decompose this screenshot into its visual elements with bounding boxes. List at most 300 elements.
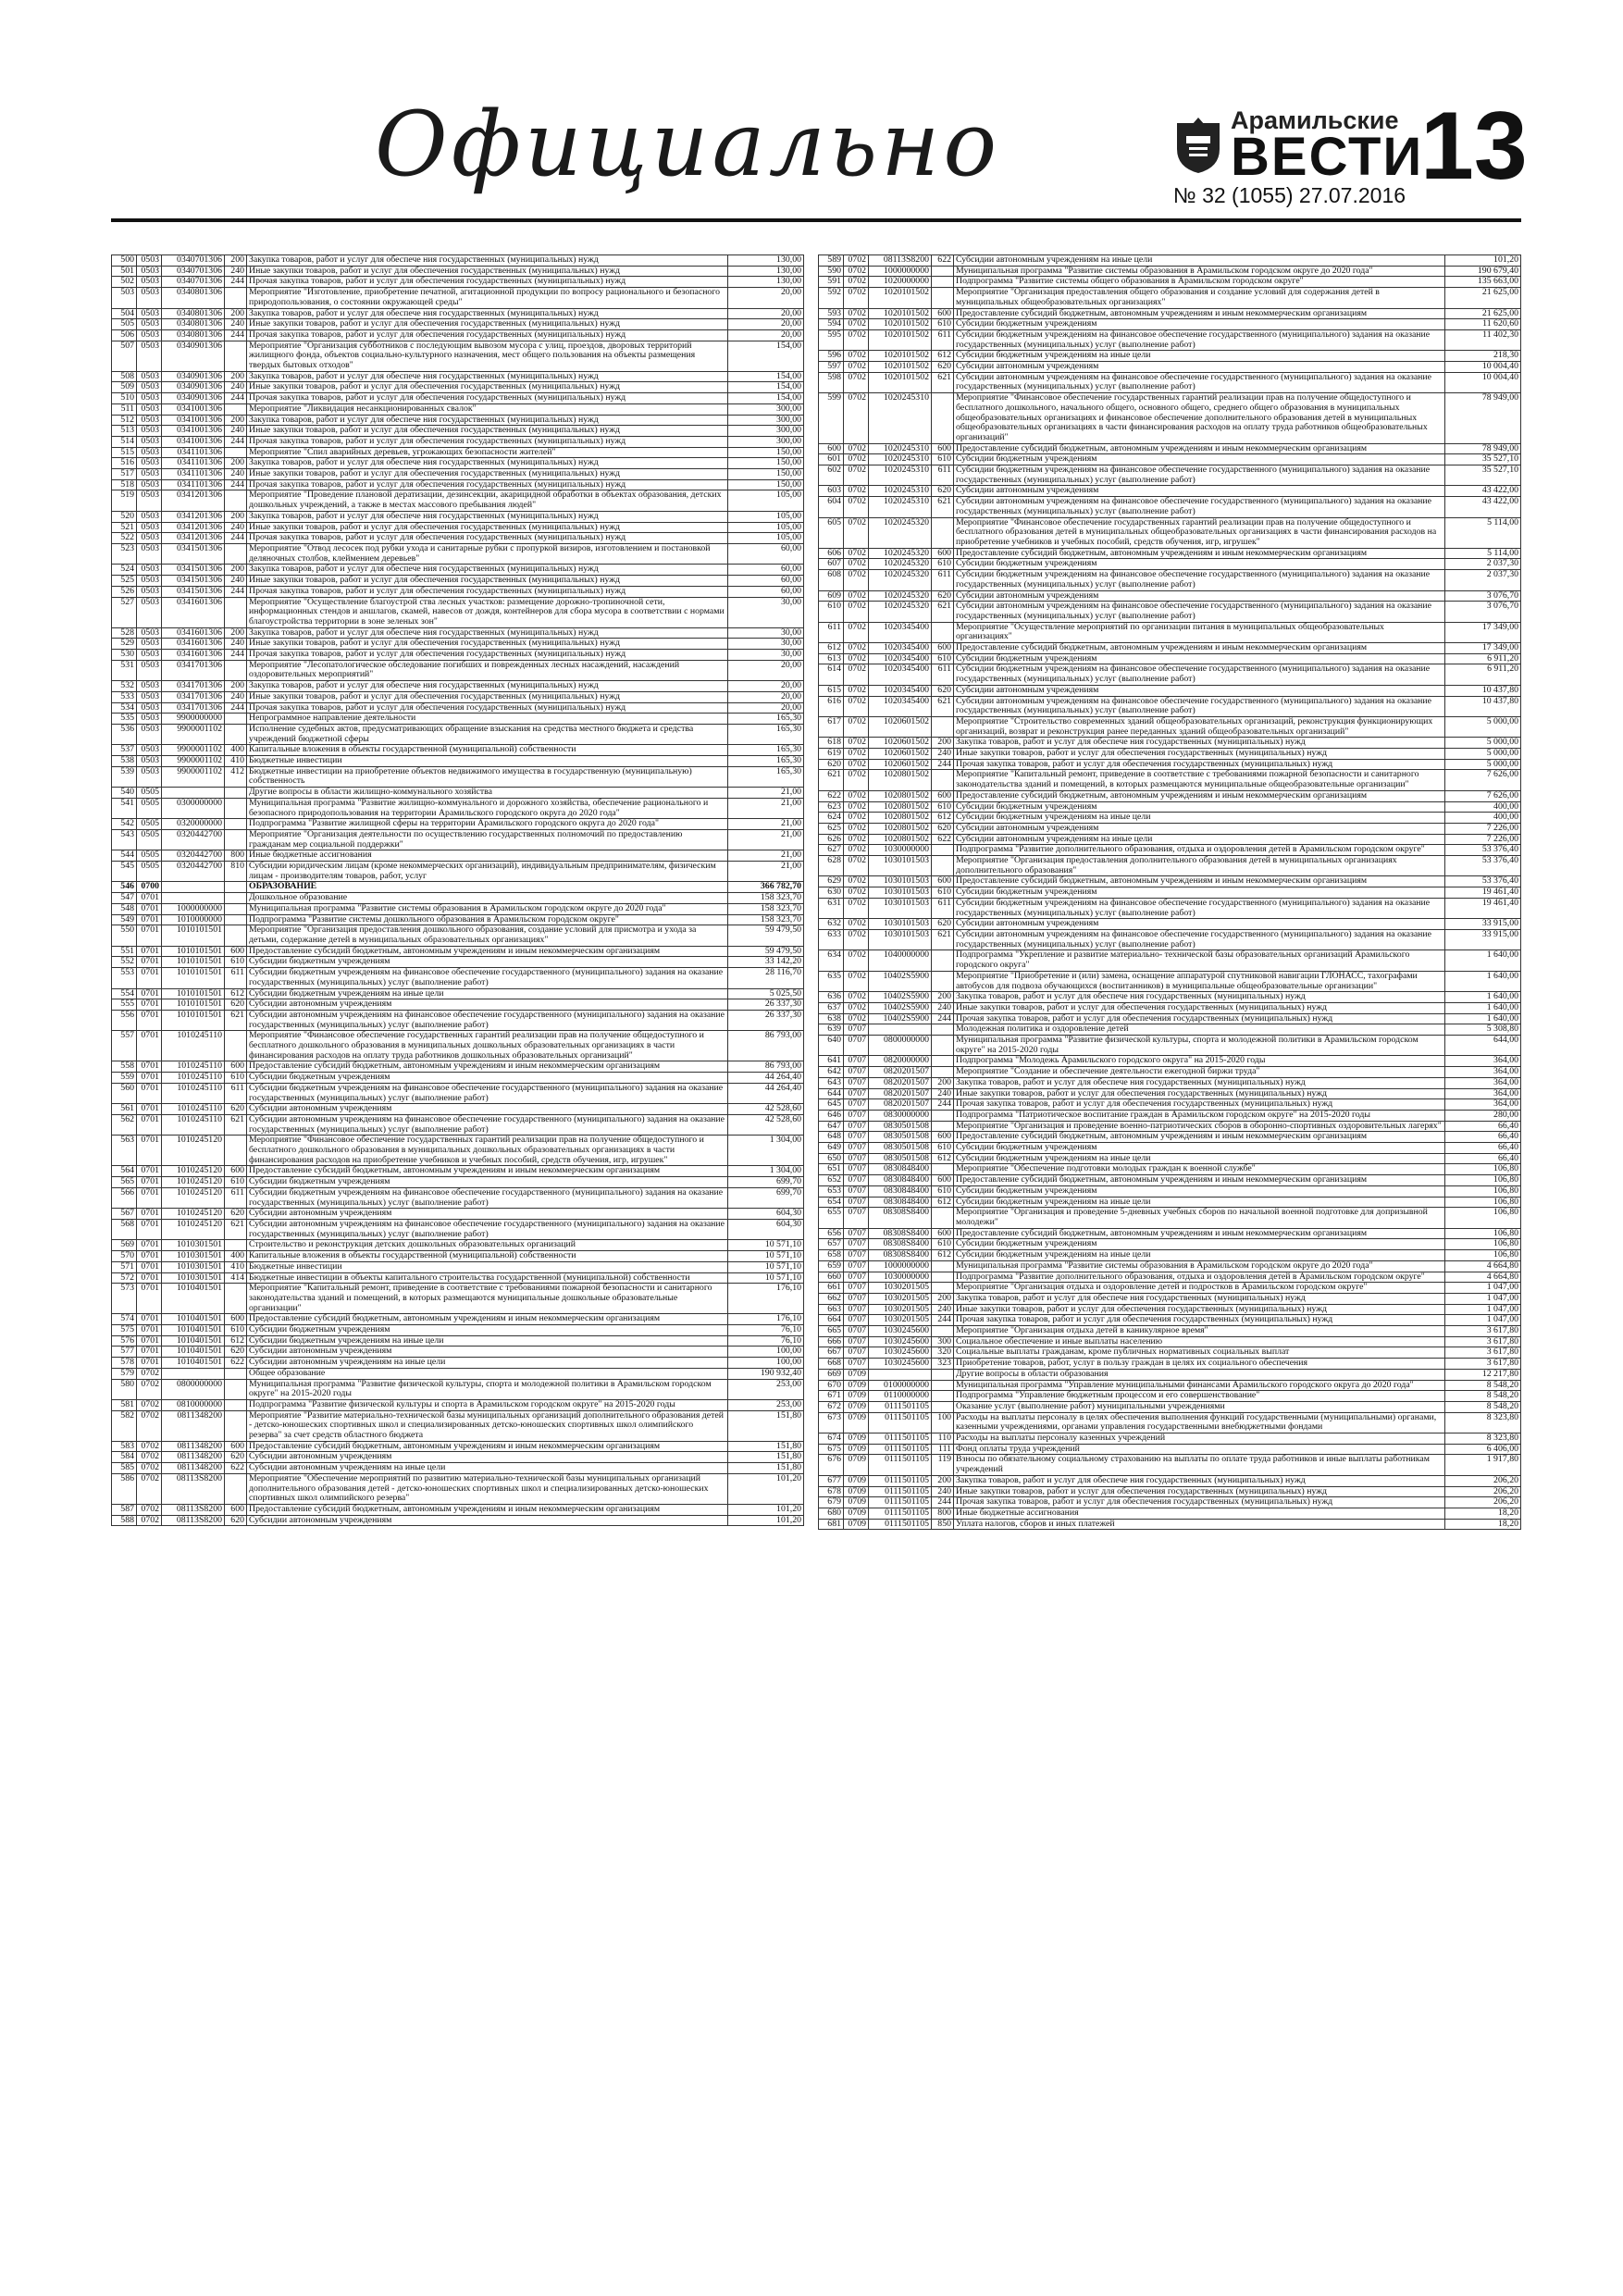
expense-type-code: 244 bbox=[932, 1315, 954, 1326]
target-article-code: 08308S8400 bbox=[869, 1239, 932, 1250]
expense-type-code bbox=[932, 1380, 954, 1391]
row-number: 513 bbox=[112, 426, 137, 437]
expense-type-code bbox=[225, 1473, 247, 1504]
section-code: 0702 bbox=[844, 759, 869, 770]
row-number: 608 bbox=[819, 570, 844, 590]
row-name: Муниципальная программа "Развитие жилищно-коммунального и дорожного хозяйства, обеспечение рационального и безопасного природопользования на территории Арамильского городского округа до 2020 года" bbox=[247, 798, 728, 818]
row-number: 559 bbox=[112, 1073, 137, 1084]
row-amount: 44 264,40 bbox=[728, 1073, 804, 1084]
table-row bbox=[819, 1391, 1521, 1402]
target-article-code: 1030101503 bbox=[869, 876, 932, 887]
row-number: 614 bbox=[819, 664, 844, 685]
row-amount: 366 782,70 bbox=[728, 882, 804, 893]
expense-type-code: 610 bbox=[932, 319, 954, 330]
row-name: Взносы по обязательному социальному страхованию на выплаты по оплате труда работников и иные выплаты работникам учреждений bbox=[954, 1455, 1445, 1475]
expense-type-code bbox=[225, 829, 247, 850]
row-number: 673 bbox=[819, 1412, 844, 1433]
row-name: Мероприятие "Организация субботников с последующим вывозом мусора с улиц, проездов, дворовых территорий жилищного фонда, объектов социально-культурного назначения, мест общего пользования на объекты размещения твердых бытовых отходов" bbox=[247, 341, 728, 371]
table-row bbox=[819, 1412, 1521, 1433]
row-amount: 60,00 bbox=[728, 543, 804, 564]
row-name: Прочая закупка товаров, работ и услуг для обеспечения государственных (муниципальных) нужд bbox=[247, 586, 728, 597]
page-number: 13 bbox=[1420, 93, 1528, 200]
section-code: 0702 bbox=[844, 696, 869, 716]
table-row bbox=[819, 308, 1521, 319]
target-article-code: 1030101503 bbox=[869, 887, 932, 899]
table-row bbox=[819, 559, 1521, 570]
row-name: Субсидии бюджетным учреждениям на финансовое обеспечение государственного (муниципального) задания на оказание государственных (муниципальных) услуг (выполнение работ) bbox=[247, 1187, 728, 1208]
section-code: 0702 bbox=[844, 465, 869, 486]
row-name: Мероприятие "Приобретение и (или) замена, оснащение аппаратурой спутниковой навигации ГЛОНАСС, тахографами автобусов для подвоза обучающихся (воспитанников) в муниципальные общеобразовательные организации" bbox=[954, 971, 1445, 991]
row-name: Мероприятие "Осуществление благоустрой ства лесных участков: размещение дорожно-тропиночной сети, информационных стендов и аншлагов, скамей, навесов от дождя, контейнеров для сбора мусора в соответствии с нормами благоустройства территории в зоне зеленых зон" bbox=[247, 597, 728, 627]
row-amount: 1 047,00 bbox=[1445, 1304, 1521, 1315]
row-name: Закупка товаров, работ и услуг для обеспече ния государственных (муниципальных) нужд bbox=[247, 511, 728, 522]
expense-type-code bbox=[932, 288, 954, 308]
expense-type-code: 200 bbox=[932, 1077, 954, 1088]
table-row bbox=[819, 1304, 1521, 1315]
table-row bbox=[112, 1504, 804, 1515]
section-code: 0701 bbox=[137, 988, 162, 999]
table-row bbox=[112, 1114, 804, 1135]
table-row bbox=[819, 1067, 1521, 1078]
table-row bbox=[819, 738, 1521, 749]
expense-type-code: 622 bbox=[225, 1358, 247, 1369]
row-name: Субсидии бюджетным учреждениям на иные цели bbox=[247, 988, 728, 999]
row-name: Субсидии автономным учреждениям bbox=[954, 919, 1445, 930]
row-number: 511 bbox=[112, 403, 137, 415]
row-number: 544 bbox=[112, 850, 137, 862]
row-name: Мероприятие "Проведение плановой дератизации, дезинсекции, акарицидной обработки в объектах образования, детских дошкольных учреждений, а также в местах массового пребывания людей" bbox=[247, 490, 728, 511]
row-name: Подпрограмма "Управление бюджетным процессом и его совершенствование" bbox=[954, 1391, 1445, 1402]
row-amount: 43 422,00 bbox=[1445, 497, 1521, 517]
target-article-code: 9900000000 bbox=[162, 714, 225, 725]
row-amount: 3 617,80 bbox=[1445, 1326, 1521, 1337]
expense-type-code: 200 bbox=[225, 458, 247, 469]
table-row bbox=[819, 1486, 1521, 1497]
table-row bbox=[112, 458, 804, 469]
expense-type-code: 240 bbox=[225, 639, 247, 650]
row-name: Субсидии автономным учреждениям bbox=[954, 590, 1445, 602]
expense-type-code: 620 bbox=[225, 1347, 247, 1358]
row-name: Субсидии бюджетным учреждениям bbox=[954, 887, 1445, 899]
section-code: 0702 bbox=[844, 622, 869, 642]
row-number: 575 bbox=[112, 1325, 137, 1336]
section-code: 0701 bbox=[137, 1136, 162, 1166]
row-name: Мероприятие "Изготовление, приобретение печатной, агитационной продукции по вопросу рационального и безопасного природопользования, о состоянии окружающей среды" bbox=[247, 288, 728, 308]
expense-type-code: 200 bbox=[225, 371, 247, 382]
table-row bbox=[819, 898, 1521, 918]
section-code: 0702 bbox=[137, 1452, 162, 1463]
target-article-code: 1020101502 bbox=[869, 319, 932, 330]
target-article-code: 1020345400 bbox=[869, 664, 932, 685]
row-number: 624 bbox=[819, 813, 844, 824]
section-code: 0702 bbox=[137, 1504, 162, 1515]
row-amount: 165,30 bbox=[728, 714, 804, 725]
expense-type-code bbox=[225, 447, 247, 458]
section-code: 0503 bbox=[137, 724, 162, 744]
section-code: 0701 bbox=[137, 1073, 162, 1084]
expense-type-code bbox=[932, 1121, 954, 1132]
target-article-code: 0340901306 bbox=[162, 382, 225, 393]
row-amount: 176,10 bbox=[728, 1314, 804, 1325]
section-code: 0701 bbox=[137, 1104, 162, 1115]
row-name: Предоставление субсидий бюджетным, автономным учреждениям и иным некоммерческим организациям bbox=[954, 643, 1445, 654]
row-number: 598 bbox=[819, 372, 844, 392]
row-amount: 20,00 bbox=[728, 319, 804, 330]
expense-type-code: 800 bbox=[932, 1508, 954, 1519]
target-article-code: 1010245110 bbox=[162, 1073, 225, 1084]
expense-type-code: 200 bbox=[225, 308, 247, 319]
row-name: Предоставление субсидий бюджетным, автономным учреждениям и иным некоммерческим организациям bbox=[954, 876, 1445, 887]
section-code: 0505 bbox=[137, 862, 162, 882]
row-number: 606 bbox=[819, 548, 844, 559]
row-name: Иные закупки товаров, работ и услуг для обеспечения государственных (муниципальных) нужд bbox=[247, 319, 728, 330]
section-code: 0701 bbox=[137, 1166, 162, 1177]
row-name: Дошкольное образование bbox=[247, 893, 728, 904]
table-row bbox=[819, 622, 1521, 642]
section-code: 0707 bbox=[844, 1175, 869, 1186]
target-article-code: 0820201507 bbox=[869, 1099, 932, 1111]
row-name: Мероприятие "Капитальный ремонт, приведение в соответствие с требованиями пожарной безопасности и санитарного законодательства зданий и помещений, в которых размещаются муниципальные общеобразовательные организации" bbox=[954, 770, 1445, 790]
row-name: Уплата налогов, сборов и иных платежей bbox=[954, 1519, 1445, 1530]
row-amount: 20,00 bbox=[728, 702, 804, 714]
row-number: 657 bbox=[819, 1239, 844, 1250]
section-code: 0702 bbox=[844, 971, 869, 991]
expense-type-code: 621 bbox=[932, 930, 954, 950]
row-name: Предоставление субсидий бюджетным, автономным учреждениям и иным некоммерческим организациям bbox=[954, 1228, 1445, 1239]
target-article-code: 0340801306 bbox=[162, 308, 225, 319]
target-article-code: 1030000000 bbox=[869, 1272, 932, 1283]
row-number: 530 bbox=[112, 650, 137, 661]
expense-type-code bbox=[932, 1056, 954, 1067]
row-number: 529 bbox=[112, 639, 137, 650]
section-code: 0702 bbox=[844, 351, 869, 362]
section-code: 0503 bbox=[137, 266, 162, 277]
target-article-code: 1030245600 bbox=[869, 1326, 932, 1337]
target-article-code: 0811348200 bbox=[162, 1463, 225, 1474]
section-code: 0709 bbox=[844, 1497, 869, 1508]
table-row bbox=[819, 971, 1521, 991]
row-amount: 151,80 bbox=[728, 1410, 804, 1441]
row-name: Другие вопросы в области образования bbox=[954, 1369, 1445, 1380]
row-name: Подпрограмма "Развитие физической культуры и спорта в Арамильском городском округе" на 2015-2020 годы bbox=[247, 1399, 728, 1410]
row-amount: 364,00 bbox=[1445, 1067, 1521, 1078]
table-row bbox=[819, 1056, 1521, 1067]
section-code: 0701 bbox=[137, 1251, 162, 1262]
table-row bbox=[819, 1099, 1521, 1111]
section-code: 0709 bbox=[844, 1444, 869, 1455]
target-article-code: 1020245320 bbox=[869, 570, 932, 590]
row-name: Прочая закупка товаров, работ и услуг для обеспечения государственных (муниципальных) нужд bbox=[247, 479, 728, 490]
row-number: 602 bbox=[819, 465, 844, 486]
row-name: Подпрограмма "Развитие системы общего образования в Арамильском городском округе" bbox=[954, 277, 1445, 288]
section-code: 0702 bbox=[137, 1441, 162, 1452]
target-article-code: 1010000000 bbox=[162, 914, 225, 925]
expense-type-code: 200 bbox=[225, 511, 247, 522]
expense-type-code: 612 bbox=[932, 1197, 954, 1208]
target-article-code: 1030201505 bbox=[869, 1315, 932, 1326]
target-article-code: 1020345400 bbox=[869, 622, 932, 642]
section-code: 0709 bbox=[844, 1455, 869, 1475]
row-number: 662 bbox=[819, 1293, 844, 1304]
expense-type-code bbox=[225, 597, 247, 627]
row-amount: 10 437,80 bbox=[1445, 696, 1521, 716]
target-article-code: 0341701306 bbox=[162, 681, 225, 692]
table-row bbox=[112, 255, 804, 267]
section-code: 0503 bbox=[137, 745, 162, 756]
expense-type-code: 240 bbox=[932, 1486, 954, 1497]
table-row bbox=[112, 1209, 804, 1220]
row-name: Иные закупки товаров, работ и услуг для обеспечения государственных (муниципальных) нужд bbox=[954, 1088, 1445, 1099]
table-row bbox=[112, 925, 804, 946]
target-article-code: 0111501105 bbox=[869, 1401, 932, 1412]
expense-type-code: 620 bbox=[932, 919, 954, 930]
row-number: 502 bbox=[112, 277, 137, 288]
row-amount: 10 571,10 bbox=[728, 1261, 804, 1272]
expense-type-code bbox=[932, 770, 954, 790]
row-number: 548 bbox=[112, 903, 137, 914]
row-name: Муниципальная программа "Развитие системы образования в Арамильском городском округе до 2020 года" bbox=[954, 266, 1445, 277]
row-amount: 1 304,00 bbox=[728, 1136, 804, 1166]
row-name: Прочая закупка товаров, работ и услуг для обеспечения государственных (муниципальных) нужд bbox=[954, 1315, 1445, 1326]
table-row bbox=[819, 1250, 1521, 1261]
section-code: 0702 bbox=[844, 813, 869, 824]
row-number: 561 bbox=[112, 1104, 137, 1115]
target-article-code: 1040000000 bbox=[869, 950, 932, 971]
section-code: 0707 bbox=[844, 1067, 869, 1078]
section-code: 0503 bbox=[137, 597, 162, 627]
row-number: 644 bbox=[819, 1088, 844, 1099]
target-article-code: 1020101502 bbox=[869, 288, 932, 308]
expense-type-code: 610 bbox=[225, 1325, 247, 1336]
row-name: Субсидии автономным учреждениям на иные цели bbox=[954, 834, 1445, 845]
expense-type-code bbox=[932, 971, 954, 991]
target-article-code: 0340701306 bbox=[162, 277, 225, 288]
table-row bbox=[819, 1326, 1521, 1337]
row-name: Фонд оплаты труда учреждений bbox=[954, 1444, 1445, 1455]
expense-type-code: 600 bbox=[932, 1132, 954, 1143]
section-code: 0701 bbox=[137, 1219, 162, 1239]
table-row bbox=[819, 497, 1521, 517]
expense-type-code: 610 bbox=[225, 1177, 247, 1188]
row-amount: 165,30 bbox=[728, 756, 804, 767]
target-article-code: 1010245120 bbox=[162, 1219, 225, 1239]
table-row bbox=[819, 443, 1521, 454]
target-article-code: 1010101501 bbox=[162, 988, 225, 999]
target-article-code: 0341001306 bbox=[162, 426, 225, 437]
row-name: Иные закупки товаров, работ и услуг для обеспечения государственных (муниципальных) нужд bbox=[247, 522, 728, 533]
section-code: 0503 bbox=[137, 277, 162, 288]
section-code: 0709 bbox=[844, 1508, 869, 1519]
section-code: 0702 bbox=[844, 288, 869, 308]
section-code: 0503 bbox=[137, 479, 162, 490]
expense-type-code: 240 bbox=[932, 1304, 954, 1315]
table-row bbox=[819, 1121, 1521, 1132]
row-number: 543 bbox=[112, 829, 137, 850]
table-row bbox=[112, 1166, 804, 1177]
expense-type-code: 611 bbox=[932, 664, 954, 685]
target-article-code: 1010401501 bbox=[162, 1314, 225, 1325]
row-number: 582 bbox=[112, 1410, 137, 1441]
row-number: 501 bbox=[112, 266, 137, 277]
section-code: 0702 bbox=[844, 738, 869, 749]
table-row bbox=[819, 1228, 1521, 1239]
target-article-code: 1010245120 bbox=[162, 1136, 225, 1166]
section-code: 0503 bbox=[137, 702, 162, 714]
row-name: Субсидии юридическим лицам (кроме некоммерческих организаций), индивидуальным предпринимателям, физическим лицам - производителям товаров, работ, услуг bbox=[247, 862, 728, 882]
row-amount: 33 915,00 bbox=[1445, 919, 1521, 930]
row-amount: 21,00 bbox=[728, 850, 804, 862]
section-code: 0702 bbox=[844, 590, 869, 602]
table-row bbox=[819, 454, 1521, 465]
row-name: Мероприятие "Ликвидация несанкционированных свалок" bbox=[247, 403, 728, 415]
target-article-code: 0341101306 bbox=[162, 458, 225, 469]
target-article-code: 1030101503 bbox=[869, 919, 932, 930]
expense-type-code: 200 bbox=[225, 681, 247, 692]
target-article-code: 0111501105 bbox=[869, 1412, 932, 1433]
row-number: 615 bbox=[819, 685, 844, 696]
target-article-code: 08308S8400 bbox=[869, 1228, 932, 1239]
row-name: Прочая закупка товаров, работ и услуг для обеспечения государственных (муниципальных) нужд bbox=[954, 1099, 1445, 1111]
target-article-code: 1020101502 bbox=[869, 308, 932, 319]
expense-type-code: 410 bbox=[225, 1261, 247, 1272]
row-number: 535 bbox=[112, 714, 137, 725]
row-amount: 151,80 bbox=[728, 1463, 804, 1474]
row-amount: 20,00 bbox=[728, 691, 804, 702]
target-article-code: 1030101503 bbox=[869, 898, 932, 918]
section-code: 0701 bbox=[137, 1187, 162, 1208]
table-row bbox=[112, 1515, 804, 1526]
row-number: 618 bbox=[819, 738, 844, 749]
section-code: 0707 bbox=[844, 1283, 869, 1294]
target-article-code: 1020101502 bbox=[869, 372, 932, 392]
table-row bbox=[819, 1260, 1521, 1272]
table-row bbox=[112, 1061, 804, 1073]
table-row bbox=[112, 988, 804, 999]
row-number: 630 bbox=[819, 887, 844, 899]
table-row bbox=[112, 1347, 804, 1358]
row-number: 568 bbox=[112, 1219, 137, 1239]
section-code: 0503 bbox=[137, 382, 162, 393]
expense-type-code: 240 bbox=[225, 319, 247, 330]
section-code: 0709 bbox=[844, 1486, 869, 1497]
table-row bbox=[819, 1315, 1521, 1326]
expense-type-code bbox=[932, 1401, 954, 1412]
target-article-code: 1020245320 bbox=[869, 517, 932, 548]
target-article-code: 9900001102 bbox=[162, 745, 225, 756]
section-title: Официально bbox=[375, 93, 1001, 196]
expense-type-code: 244 bbox=[932, 1013, 954, 1024]
table-row bbox=[112, 819, 804, 830]
row-name: Иные закупки товаров, работ и услуг для обеспечения государственных (муниципальных) нужд bbox=[247, 469, 728, 480]
expense-type-code: 244 bbox=[932, 1099, 954, 1111]
expense-type-code: 244 bbox=[225, 436, 247, 447]
table-row bbox=[819, 255, 1521, 267]
section-code: 0503 bbox=[137, 288, 162, 308]
target-article-code: 0830848400 bbox=[869, 1164, 932, 1175]
target-article-code: 0820000000 bbox=[869, 1056, 932, 1067]
expense-type-code bbox=[225, 403, 247, 415]
table-row bbox=[819, 1497, 1521, 1508]
row-name: Субсидии бюджетным учреждениям на иные цели bbox=[247, 1335, 728, 1347]
row-name: Мероприятие "Организация отдыха и оздоровление детей и подростков в Арамильском городском округе" bbox=[954, 1283, 1445, 1294]
target-article-code: 0820201507 bbox=[869, 1067, 932, 1078]
row-amount: 21 625,00 bbox=[1445, 288, 1521, 308]
row-amount: 19 461,40 bbox=[1445, 898, 1521, 918]
table-row bbox=[112, 862, 804, 882]
target-article-code: 1010401501 bbox=[162, 1347, 225, 1358]
row-name: Закупка товаров, работ и услуг для обеспече ния государственных (муниципальных) нужд bbox=[954, 992, 1445, 1003]
target-article-code: 0341701306 bbox=[162, 691, 225, 702]
row-number: 611 bbox=[819, 622, 844, 642]
expense-type-code: 240 bbox=[932, 1002, 954, 1013]
table-row bbox=[112, 308, 804, 319]
target-article-code: 1030245600 bbox=[869, 1336, 932, 1347]
row-name: Закупка товаров, работ и услуг для обеспече ния государственных (муниципальных) нужд bbox=[247, 308, 728, 319]
row-name: Закупка товаров, работ и услуг для обеспече ния государственных (муниципальных) нужд bbox=[954, 738, 1445, 749]
expense-type-code: 400 bbox=[225, 745, 247, 756]
row-number: 664 bbox=[819, 1315, 844, 1326]
section-code: 0702 bbox=[137, 1410, 162, 1441]
section-code: 0702 bbox=[844, 255, 869, 267]
expense-type-code: 244 bbox=[225, 586, 247, 597]
row-number: 545 bbox=[112, 862, 137, 882]
target-article-code: 0341601306 bbox=[162, 597, 225, 627]
row-amount: 100,00 bbox=[728, 1358, 804, 1369]
expense-type-code: 110 bbox=[932, 1433, 954, 1445]
row-amount: 253,00 bbox=[728, 1399, 804, 1410]
row-name: Закупка товаров, работ и услуг для обеспече ния государственных (муниципальных) нужд bbox=[954, 1293, 1445, 1304]
table-row bbox=[112, 1031, 804, 1061]
expense-type-code: 610 bbox=[932, 653, 954, 664]
table-row bbox=[819, 1153, 1521, 1164]
table-row bbox=[112, 447, 804, 458]
row-name: Субсидии бюджетным учреждениям bbox=[247, 1177, 728, 1188]
row-number: 669 bbox=[819, 1369, 844, 1380]
expense-type-code bbox=[225, 288, 247, 308]
expense-type-code: 621 bbox=[225, 1219, 247, 1239]
row-name: Муниципальная программа "Управление муниципальными финансами Арамильского городского округа до 2020 года" bbox=[954, 1380, 1445, 1391]
expense-type-code bbox=[932, 1391, 954, 1402]
row-number: 638 bbox=[819, 1013, 844, 1024]
expense-type-code bbox=[225, 714, 247, 725]
row-name: Иные закупки товаров, работ и услуг для обеспечения государственных (муниципальных) нужд bbox=[954, 749, 1445, 760]
target-article-code: 10402S5900 bbox=[869, 1002, 932, 1013]
expense-type-code bbox=[225, 543, 247, 564]
target-article-code: 0830501508 bbox=[869, 1121, 932, 1132]
row-amount: 106,80 bbox=[1445, 1208, 1521, 1228]
target-article-code: 10402S5900 bbox=[869, 992, 932, 1003]
section-code: 0707 bbox=[844, 1260, 869, 1272]
expense-type-code: 240 bbox=[225, 266, 247, 277]
section-code: 0709 bbox=[844, 1391, 869, 1402]
row-amount: 53 376,40 bbox=[1445, 876, 1521, 887]
row-name: Подпрограмма "Молодежь Арамильского городского округа" на 2015-2020 годы bbox=[954, 1056, 1445, 1067]
expense-type-code bbox=[932, 277, 954, 288]
table-row bbox=[819, 770, 1521, 790]
table-row bbox=[112, 627, 804, 639]
row-name: ОБРАЗОВАНИЕ bbox=[247, 882, 728, 893]
table-row bbox=[819, 845, 1521, 856]
section-code: 0709 bbox=[844, 1369, 869, 1380]
row-amount: 206,20 bbox=[1445, 1475, 1521, 1486]
target-article-code: 0341201306 bbox=[162, 533, 225, 544]
row-number: 594 bbox=[819, 319, 844, 330]
row-name: Закупка товаров, работ и услуг для обеспече ния государственных (муниципальных) нужд bbox=[247, 627, 728, 639]
target-article-code: 0111501105 bbox=[869, 1433, 932, 1445]
target-article-code: 1020245310 bbox=[869, 443, 932, 454]
row-number: 649 bbox=[819, 1143, 844, 1154]
section-code: 0702 bbox=[844, 716, 869, 737]
